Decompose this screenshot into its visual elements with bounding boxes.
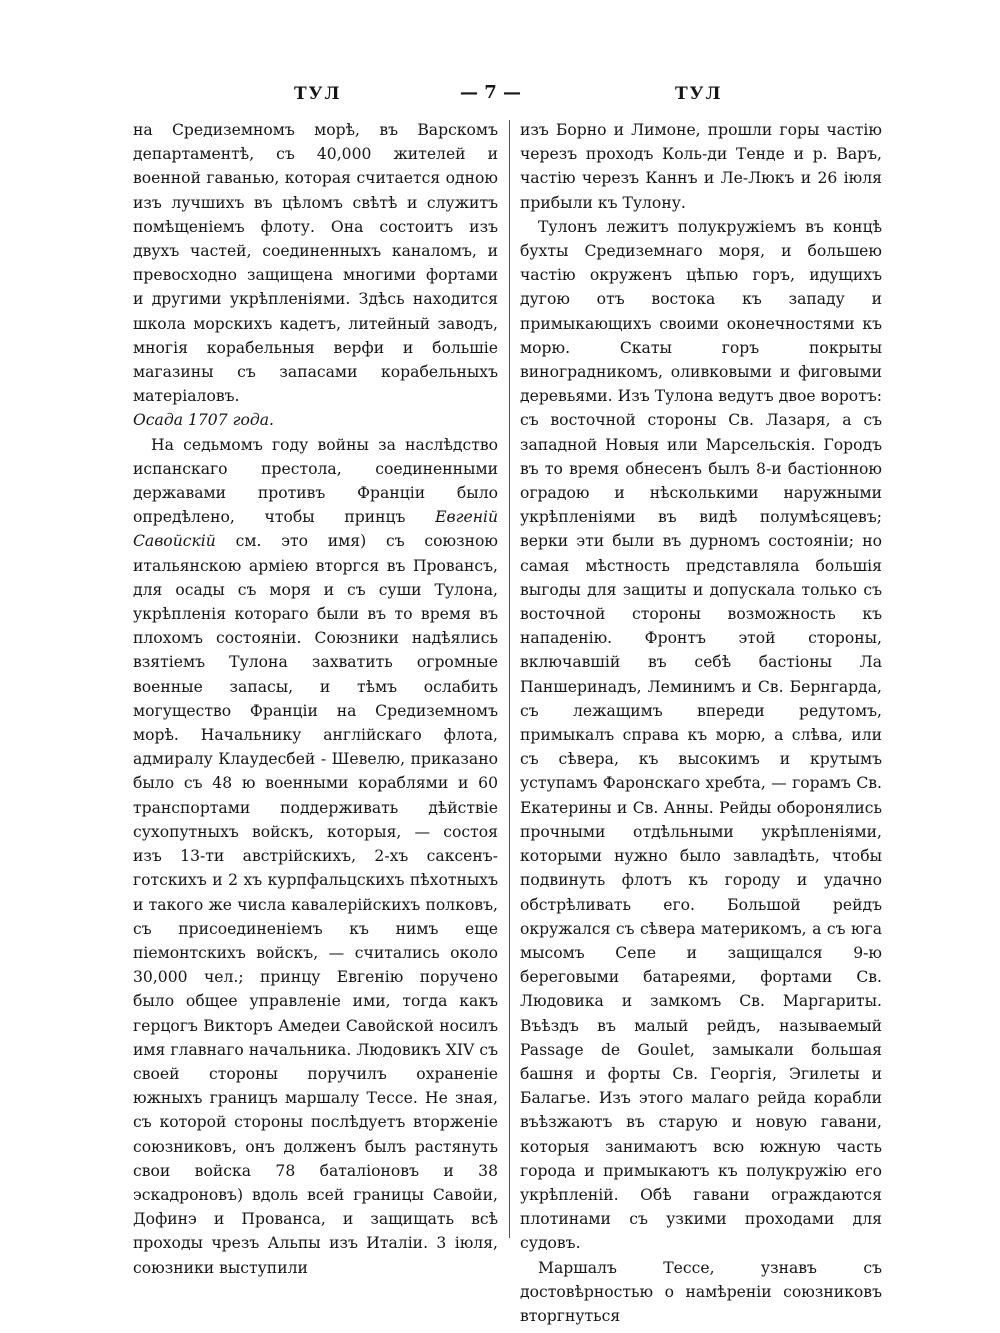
left-paragraph-1: на Средиземномъ морѣ, въ Варскомъ департаментѣ, съ 40,000 жителей и военной гаванью, которая считается одною изъ лучшихъ въ цѣломъ свѣтѣ и служитъ помѣщеніемъ флоту. Она состоитъ изъ двухъ частей, соединенныхъ каналомъ, и превосходно защищена многими фортами и другими укрѣпленіями. Здѣсь находится школа морскихъ кадетъ, литейный заводъ, многія корабельныя верфи и большіе магазины съ запасами корабельныхъ матеріаловъ. xyxy=(133,121,498,406)
left-paragraph-2-start: На седьмомъ году войны за наслѣдство испанскаго престола, соединенными державами противъ Франціи было опредѣлено, чтобы принцъ xyxy=(133,435,498,527)
left-column xyxy=(133,118,498,1280)
running-header xyxy=(130,84,882,110)
left-paragraph-2 xyxy=(133,433,498,1280)
page-number: — 7 — xyxy=(460,82,522,103)
person-name-italic: Евгеній Савойскій xyxy=(133,508,498,551)
section-subheading: Осада 1707 года. xyxy=(133,411,274,430)
right-paragraph-2: Тулонъ лежитъ полукружіемъ въ концѣ бухты Средиземнаго моря, и большею частію окруженъ цѣпью горъ, идущихъ дугою отъ востока къ западу и примыкающихъ своими оконечностями къ морю. Скаты горъ покрыты виноградникомъ, оливковыми и фиговыми деревьями. Изъ Тулона ведутъ двое воротъ: съ восточной стороны Св. Лазаря, а съ западной Новыя или Марсельскія. Городъ въ то время обнесенъ былъ 8-и бастіонною оградою и нѣсколькими наружными укрѣпленіями въ видѣ полумѣсяцевъ; верки эти были въ дурномъ состояніи; но самая мѣстность представляла большія выгоды для защиты и допускала только съ восточной стороны возможность къ нападенію. Фронтъ этой стороны, включавшій въ себѣ бастіоны Ла Паншеринадъ, Леминимъ и Св. Бернгарда, съ лежащимъ впереди редутомъ, примыкалъ справа къ морю, а слѣва, или съ сѣвера, къ высокимъ и крутымъ уступамъ Фаронскаго хребта, — горамъ Св. Екатерины и Св. Анны. Рейды оборонялись прочными отдѣльными укрѣпленіями, которыми нужно было завладѣть, чтобы подвинуть флотъ къ городу и удачно обстрѣливать его. Большой рейдъ окружался съ сѣвера материкомъ, а съ юга мысомъ Сепе и защищался 9-ю береговыми батареями, фортами Св. Людовика и замкомъ Св. Маргариты. Въѣздъ въ малый рейдъ, называемый Passage de Goulet, замыкали большая башня и форты Св. Георгія, Эгилеты и Балагье. Изъ этого малаго рейда корабли въѣзжаютъ въ старую и новую гавани, которыя занимаютъ всю южную часть города и примыкаютъ къ полукружію его укрѣпленій. Обѣ гавани ограждаются плотинами съ узкими проходами для судовъ. xyxy=(520,217,882,1253)
right-paragraph-1: изъ Борно и Лимоне, прошли горы частію черезъ проходъ Коль-ди Тенде и р. Варъ, частію черезъ Каннъ и Ле-Люкъ и 26 іюля прибыли къ Тулону. xyxy=(520,121,882,212)
column-divider xyxy=(509,120,510,1238)
right-column xyxy=(520,118,882,1328)
left-paragraph-2-rest: см. это имя) съ союзною итальянскою арміею вторгся въ Провансъ, для осады съ моря и съ суши Тулона, укрѣпленія котораго были въ то время въ плохомъ состояніи. Союзники надѣялись взятіемъ Тулона захватить огромные военные запасы, и тѣмъ ослабить могущество Франціи на Средиземномъ морѣ. Начальнику англійскаго флота, адмиралу Клаудесбей - Шевелю, приказано было съ 48 ю военными кораблями и 60 транспортами поддерживать дѣйствіе сухопутныхъ войскъ, которыя, — состоя изъ 13-ти австрійскихъ, 2-хъ саксенъ-готскихъ и 2 хъ курпфальцскихъ пѣхотныхъ и такого же числа кавалерійскихъ полковъ, съ присоединеніемъ къ нимъ еще піемонтскихъ войскъ, — считались около 30,000 чел.; принцу Евгенію поручено было общее управленіе ими, тогда какъ герцогъ Викторъ Амедеи Савойской носилъ имя главнаго начальника. Людовикъ XIV съ своей стороны поручилъ охраненіе южныхъ границъ маршалу Тессе. Не зная, съ которой стороны послѣдуетъ вторженіе союзниковъ, онъ долженъ былъ растянуть свои войска 78 баталіоновъ и 38 эскадроновъ) вдоль всей границы Савойи, Дофинэ и Прованса, и защищать всѣ проходы чрезъ Альпы изъ Италіи. 3 іюля, союзники выступили xyxy=(133,532,498,1277)
header-right-word: ТУЛ xyxy=(675,84,723,104)
right-paragraph-3: Маршалъ Тессе, узнавъ съ достовѣрностью о намѣреніи союзниковъ вторгнуться xyxy=(520,1258,882,1325)
header-left-word: ТУЛ xyxy=(294,84,342,104)
